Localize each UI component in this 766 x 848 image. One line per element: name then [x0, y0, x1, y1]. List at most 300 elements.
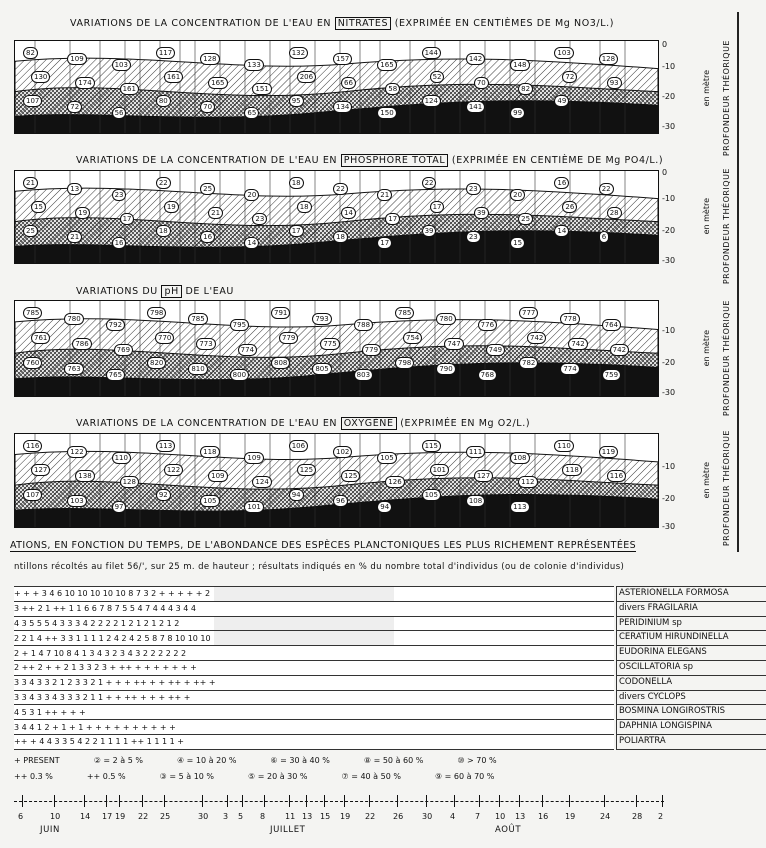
timeline-tick-mark	[542, 795, 543, 807]
page-edge-line	[737, 12, 739, 552]
title-text: DE L'EAU	[181, 286, 234, 297]
value-label: 103	[112, 59, 131, 71]
ph-panel	[14, 300, 659, 397]
value-label: 776	[478, 319, 497, 331]
value-label: 93	[607, 77, 622, 89]
panel-title-phosphore	[76, 155, 663, 166]
value-label: 13	[67, 183, 82, 195]
value-label: 792	[106, 319, 125, 331]
timeline-tick-label: 3	[223, 812, 229, 821]
value-label: 82	[518, 83, 533, 95]
species-name: CODONELLA	[617, 676, 766, 691]
value-label: 128	[599, 53, 618, 65]
value-label: 805	[312, 363, 331, 375]
timeline-tick-label: 30	[198, 812, 209, 821]
timeline-tick-mark	[289, 795, 290, 807]
value-label: 761	[31, 332, 50, 344]
value-label: 128	[120, 476, 139, 488]
value-label: 742	[610, 344, 629, 356]
value-label: 791	[271, 307, 290, 319]
timeline-tick-label: 17	[102, 812, 113, 821]
value-label: 39	[422, 225, 437, 237]
depth-tick: -30	[662, 256, 676, 265]
value-label: 109	[244, 452, 263, 464]
value-label: 165	[208, 77, 227, 89]
value-label: 19	[164, 201, 179, 213]
title-highlight: NITRATES	[335, 17, 391, 30]
timeline-tick-mark	[369, 795, 370, 807]
depth-tick: -20	[662, 358, 676, 367]
value-label: 206	[297, 71, 316, 83]
depth-axis-ph	[662, 300, 702, 395]
abundance-row: 2 2 1 4 ++ 3 3 1 1 1 1 2 4 2 4 2 5 8 7 8 10 10 10	[14, 631, 614, 646]
value-label: 161	[120, 83, 139, 95]
value-label: 101	[244, 501, 263, 513]
depth-caption: PROFONDEUR THÉORIQUE	[722, 40, 731, 157]
value-label: 102	[333, 446, 352, 458]
value-label: 112	[518, 476, 537, 488]
timeline-tick-mark	[84, 795, 85, 807]
value-label: 106	[289, 440, 308, 452]
value-label: 820	[147, 357, 166, 369]
value-label: 122	[67, 446, 86, 458]
timeline-tick-mark	[604, 795, 605, 807]
value-label: 70	[474, 77, 489, 89]
title-text: VARIATIONS DU	[76, 286, 162, 297]
value-label: 800	[230, 369, 249, 381]
value-label: 116	[23, 440, 42, 452]
timeline-tick-label: 22	[138, 812, 149, 821]
timeline-tick-label: 22	[365, 812, 376, 821]
value-label: 28	[607, 207, 622, 219]
value-label: 803	[354, 369, 373, 381]
value-label: 763	[64, 363, 83, 375]
value-label: 23	[466, 231, 481, 243]
timeline-tick-mark	[499, 795, 500, 807]
depth-caption: PROFONDEUR THÉORIQUE	[722, 300, 731, 417]
value-label: 19	[75, 207, 90, 219]
timeline-tick-mark	[454, 795, 455, 807]
value-label: 97	[112, 501, 127, 513]
depth-tick: -30	[662, 522, 676, 531]
species-name: EUDORINA ELEGANS	[617, 646, 766, 661]
abundance-row: 2 + 1 4 7 10 8 4 1 3 4 3 2 3 4 3 2 2 2 2 2 2	[14, 646, 614, 661]
section-note: ntillons récoltés au filet 56/', sur 25 m. de hauteur ; résultats indiqués en % du nombre total d'individus (ou de colonie d'individus)	[14, 562, 625, 572]
value-label: 798	[147, 307, 166, 319]
value-label: 742	[527, 332, 546, 344]
value-label: 96	[333, 495, 348, 507]
title-text: VARIATIONS DE LA CONCENTRATION DE L'EAU EN	[76, 155, 341, 166]
value-label: 23	[466, 183, 481, 195]
value-label: 21	[67, 231, 82, 243]
value-label: 782	[519, 357, 538, 369]
value-label: 759	[602, 369, 621, 381]
species-name: ASTERIONELLA FORMOSA	[617, 587, 766, 602]
depth-unit: en mètre	[702, 70, 711, 107]
timeline-axis	[14, 801, 664, 802]
value-label: 110	[554, 440, 573, 452]
value-label: 125	[341, 470, 360, 482]
value-label: 109	[67, 53, 86, 65]
timeline-tick-mark	[636, 795, 637, 807]
title-highlight: pH	[161, 285, 181, 298]
value-label: 66	[341, 77, 356, 89]
value-label: 18	[333, 231, 348, 243]
legend-line-2	[14, 772, 528, 781]
value-label: 103	[67, 495, 86, 507]
value-label: 95	[289, 95, 304, 107]
value-label: 17	[430, 201, 445, 213]
value-label: 105	[377, 452, 396, 464]
legend-line-1	[14, 756, 531, 765]
timeline-tick-mark	[306, 795, 307, 807]
value-label: 22	[333, 183, 348, 195]
depth-axis-nitrates	[662, 40, 702, 132]
value-label: 780	[436, 313, 455, 325]
value-label: 742	[568, 338, 587, 350]
timeline-tick-mark	[344, 795, 345, 807]
value-label: 110	[112, 452, 131, 464]
value-label: 161	[164, 71, 183, 83]
timeline-tick-mark	[569, 795, 570, 807]
timeline-tick-mark	[519, 795, 520, 807]
value-label: 25	[23, 225, 38, 237]
title-text: (EXPRIMÉE EN Mg O2/L.)	[396, 418, 531, 429]
value-label: 17	[377, 237, 392, 249]
oxygene-panel	[14, 433, 659, 528]
value-label: 113	[510, 501, 529, 513]
timeline-tick-mark	[242, 795, 243, 807]
title-text: (EXPRIMÉE EN CENTIÈME DE Mg PO4/L.)	[448, 155, 664, 166]
timeline-tick-label: 13	[302, 812, 313, 821]
value-label: 126	[385, 476, 404, 488]
value-label: 770	[155, 332, 174, 344]
timeline-tick-mark	[119, 795, 120, 807]
value-label: 174	[75, 77, 94, 89]
title-text: VARIATIONS DE LA CONCENTRATION DE L'EAU EN	[76, 418, 341, 429]
timeline-tick-label: 2	[658, 812, 664, 821]
legend-item: ⑧ = 50 à 60 %	[363, 756, 424, 765]
timeline-tick-mark	[479, 795, 480, 807]
legend-item: ⑤ = 20 à 30 %	[248, 772, 308, 781]
value-label: 780	[64, 313, 83, 325]
value-label: 165	[377, 59, 396, 71]
title-text: VARIATIONS DE LA CONCENTRATION DE L'EAU EN	[70, 18, 335, 29]
value-label: 72	[67, 101, 82, 113]
timeline-tick-label: 16	[538, 812, 549, 821]
species-name: DAPHNIA LONGISPINA	[617, 720, 766, 735]
timeline-tick-label: 6	[18, 812, 24, 821]
depth-tick: -10	[662, 462, 676, 471]
value-label: 21	[208, 207, 223, 219]
value-label: 108	[466, 495, 485, 507]
timeline-tick-label: 19	[565, 812, 576, 821]
value-label: 775	[320, 338, 339, 350]
species-name: CERATIUM HIRUNDINELLA	[617, 631, 766, 646]
value-label: 128	[200, 53, 219, 65]
legend-item: ③ = 5 à 10 %	[159, 772, 215, 781]
depth-tick: -10	[662, 62, 676, 71]
value-label: 15	[31, 201, 46, 213]
timeline-tick-label: 10	[50, 812, 61, 821]
value-label: 157	[333, 53, 352, 65]
value-label: 148	[510, 59, 529, 71]
value-label: 80	[156, 95, 171, 107]
value-label: 788	[354, 319, 373, 331]
value-label: 134	[333, 101, 352, 113]
title-text: (EXPRIMÉE EN CENTIÈMES DE Mg NO3/L.)	[391, 18, 615, 29]
value-label: 118	[562, 464, 581, 476]
value-label: 20	[244, 189, 259, 201]
value-label: 52	[430, 71, 445, 83]
depth-axis-oxygene	[662, 436, 702, 529]
panel-title-ph	[76, 286, 234, 297]
value-label: 99	[510, 107, 525, 119]
value-label: 107	[23, 95, 42, 107]
timeline-tick-mark	[426, 795, 427, 807]
value-label: 144	[422, 47, 441, 59]
depth-tick: -10	[662, 194, 676, 203]
value-label: 130	[31, 71, 50, 83]
depth-tick: -20	[662, 494, 676, 503]
panel-title-oxygene	[76, 418, 530, 429]
legend-item: ++ 0.5 %	[86, 772, 126, 781]
date-timeline	[14, 795, 664, 809]
value-label: 49	[554, 95, 569, 107]
timeline-tick-label: 14	[80, 812, 91, 821]
value-label: 790	[436, 363, 455, 375]
depth-tick: -10	[662, 326, 676, 335]
species-name: POLIARTRA	[617, 735, 766, 750]
value-label: 94	[289, 489, 304, 501]
value-label: 133	[244, 59, 263, 71]
value-label: 795	[230, 319, 249, 331]
value-label: 70	[200, 101, 215, 113]
value-label: 778	[560, 313, 579, 325]
value-label: 777	[519, 307, 538, 319]
timeline-tick-mark	[264, 795, 265, 807]
value-label: 25	[200, 183, 215, 195]
value-label: 15	[510, 237, 525, 249]
abundance-row: 4 3 5 5 5 4 3 3 3 4 2 2 2 2 1 2 1 2 1 2 1 2	[14, 617, 614, 632]
value-label: 747	[444, 338, 463, 350]
month-label: JUILLET	[270, 825, 306, 835]
timeline-tick-mark	[22, 795, 23, 807]
value-label: 132	[289, 47, 308, 59]
legend-item: ⑨ = 60 à 70 %	[434, 772, 495, 781]
phosphore-panel	[14, 170, 659, 264]
timeline-tick-label: 25	[160, 812, 171, 821]
timeline-tick-mark	[54, 795, 55, 807]
abundance-row: 2 ++ 2 + + 2 1 3 3 2 3 + ++ + + + + + + +	[14, 661, 614, 676]
value-label: 127	[31, 464, 50, 476]
value-label: 754	[403, 332, 422, 344]
value-label: 115	[422, 440, 441, 452]
value-label: 103	[554, 47, 573, 59]
value-label: 785	[23, 307, 42, 319]
value-label: 117	[156, 47, 175, 59]
value-label: 23	[112, 189, 127, 201]
timeline-tick-label: 7	[475, 812, 481, 821]
value-label: 808	[271, 357, 290, 369]
value-label: 20	[510, 189, 525, 201]
depth-caption: PROFONDEUR THÉORIQUE	[722, 168, 731, 285]
value-label: 17	[289, 225, 304, 237]
timeline-tick-label: 4	[450, 812, 456, 821]
depth-tick: -30	[662, 122, 676, 131]
value-label: 108	[510, 452, 529, 464]
value-label: 774	[238, 344, 257, 356]
value-label: 138	[75, 470, 94, 482]
value-label: 116	[607, 470, 626, 482]
timeline-tick-label: 19	[340, 812, 351, 821]
timeline-tick-mark	[202, 795, 203, 807]
value-label: 125	[297, 464, 316, 476]
value-label: 14	[554, 225, 569, 237]
legend-item: ④ = 10 à 20 %	[176, 756, 237, 765]
value-label: 118	[200, 446, 219, 458]
value-label: 124	[422, 95, 441, 107]
value-label: 779	[362, 344, 381, 356]
value-label: 122	[164, 464, 183, 476]
value-label: 786	[72, 338, 91, 350]
month-label: JUIN	[40, 825, 60, 835]
timeline-tick-mark	[662, 795, 663, 807]
value-label: 109	[208, 470, 227, 482]
timeline-tick-label: 15	[320, 812, 331, 821]
species-name: BOSMINA LONGIROSTRIS	[617, 705, 766, 720]
depth-tick: -20	[662, 92, 676, 101]
legend-item: ② = 2 à 5 %	[93, 756, 143, 765]
value-label: 141	[466, 101, 485, 113]
species-name: PERIDINIUM sp	[617, 617, 766, 632]
value-label: 105	[200, 495, 219, 507]
value-label: 18	[156, 225, 171, 237]
section-title: ATIONS, EN FONCTION DU TEMPS, DE L'ABONDANCE DES ESPÈCES PLANCTONIQUES LES PLUS RICHEMENT REPRÉSENTÉES	[10, 540, 637, 551]
depth-tick: -30	[662, 388, 676, 397]
depth-caption: PROFONDEUR THÉORIQUE	[722, 430, 731, 547]
timeline-tick-label: 8	[260, 812, 266, 821]
value-label: 785	[188, 313, 207, 325]
timeline-tick-label: 11	[285, 812, 296, 821]
depth-axis-phosphore	[662, 168, 702, 265]
abundance-row: 3 ++ 2 1 ++ 1 1 6 6 7 8 7 5 5 4 7 4 4 4 3 4 4	[14, 602, 614, 617]
value-label: 14	[244, 237, 259, 249]
legend-item: ++ 0.3 %	[14, 772, 53, 781]
value-label: 101	[430, 464, 449, 476]
value-label: 39	[474, 207, 489, 219]
abundance-row: 4 5 3 1 ++ + + +	[14, 705, 614, 720]
nitrates-panel	[14, 40, 659, 134]
value-label: 793	[312, 313, 331, 325]
value-label: 82	[23, 47, 38, 59]
value-label: 17	[385, 213, 400, 225]
depth-unit: en mètre	[702, 330, 711, 367]
depth-tick: 0	[662, 40, 668, 49]
legend-item: ⑥ = 30 à 40 %	[270, 756, 330, 765]
value-label: 773	[196, 338, 215, 350]
value-label: 21	[377, 189, 392, 201]
value-label: 92	[156, 489, 171, 501]
value-label: 26	[562, 201, 577, 213]
depth-unit: en mètre	[702, 198, 711, 235]
value-label: 810	[188, 363, 207, 375]
timeline-tick-mark	[324, 795, 325, 807]
timeline-tick-label: 30	[422, 812, 433, 821]
abundance-row: 3 4 4 1 2 + 1 + 1 + + + + + + + + + +	[14, 720, 614, 735]
title-highlight: PHOSPHORE TOTAL	[341, 154, 449, 167]
abundance-table	[14, 586, 614, 750]
timeline-tick-label: 19	[115, 812, 126, 821]
abundance-row: ++ + 4 4 3 3 5 4 2 2 1 1 1 1 ++ 1 1 1 1 +	[14, 735, 614, 750]
depth-tick: -20	[662, 226, 676, 235]
value-label: 119	[599, 446, 618, 458]
value-label: 6	[599, 231, 609, 243]
timeline-tick-label: 13	[515, 812, 526, 821]
value-label: 25	[518, 213, 533, 225]
value-label: 113	[156, 440, 175, 452]
value-label: 72	[562, 71, 577, 83]
abundance-row: 3 3 4 3 3 4 3 3 3 2 1 1 + + ++ + + + ++ +	[14, 691, 614, 706]
abundance-row: 3 3 4 3 3 2 1 2 3 3 2 1 + + + ++ + + ++ + ++ +	[14, 676, 614, 691]
timeline-tick-mark	[397, 795, 398, 807]
value-label: 111	[466, 446, 485, 458]
value-label: 16	[554, 177, 569, 189]
species-name: divers CYCLOPS	[617, 691, 766, 706]
value-label: 142	[466, 53, 485, 65]
species-name: OSCILLATORIA sp	[617, 661, 766, 676]
species-list	[616, 586, 766, 750]
value-label: 127	[474, 470, 493, 482]
month-label: AOÛT	[495, 825, 522, 835]
value-label: 23	[252, 213, 267, 225]
value-label: 768	[478, 369, 497, 381]
timeline-tick-label: 26	[393, 812, 404, 821]
timeline-tick-mark	[106, 795, 107, 807]
value-label: 65	[244, 107, 259, 119]
value-label: 94	[377, 501, 392, 513]
value-label: 124	[252, 476, 271, 488]
timeline-tick-mark	[164, 795, 165, 807]
value-label: 14	[341, 207, 356, 219]
panel-title-nitrates	[70, 18, 614, 29]
timeline-tick-mark	[227, 795, 228, 807]
timeline-tick-label: 5	[238, 812, 244, 821]
value-label: 151	[252, 83, 271, 95]
value-label: 22	[156, 177, 171, 189]
value-label: 18	[297, 201, 312, 213]
value-label: 18	[289, 177, 304, 189]
value-label: 16	[112, 237, 127, 249]
species-name: divers FRAGILARIA	[617, 602, 766, 617]
value-label: 764	[602, 319, 621, 331]
value-label: 17	[120, 213, 135, 225]
legend-item: + PRESENT	[14, 756, 60, 765]
depth-unit: en mètre	[702, 462, 711, 499]
depth-tick: 0	[662, 168, 668, 177]
value-label: 58	[385, 83, 400, 95]
value-label: 150	[377, 107, 396, 119]
timeline-tick-label: 28	[632, 812, 643, 821]
value-label: 760	[23, 357, 42, 369]
title-highlight: OXYGÈNE	[341, 417, 397, 430]
value-label: 16	[200, 231, 215, 243]
value-label: 105	[422, 489, 441, 501]
timeline-tick-label: 24	[600, 812, 611, 821]
value-label: 769	[114, 344, 133, 356]
value-label: 21	[23, 177, 38, 189]
value-label: 774	[560, 363, 579, 375]
